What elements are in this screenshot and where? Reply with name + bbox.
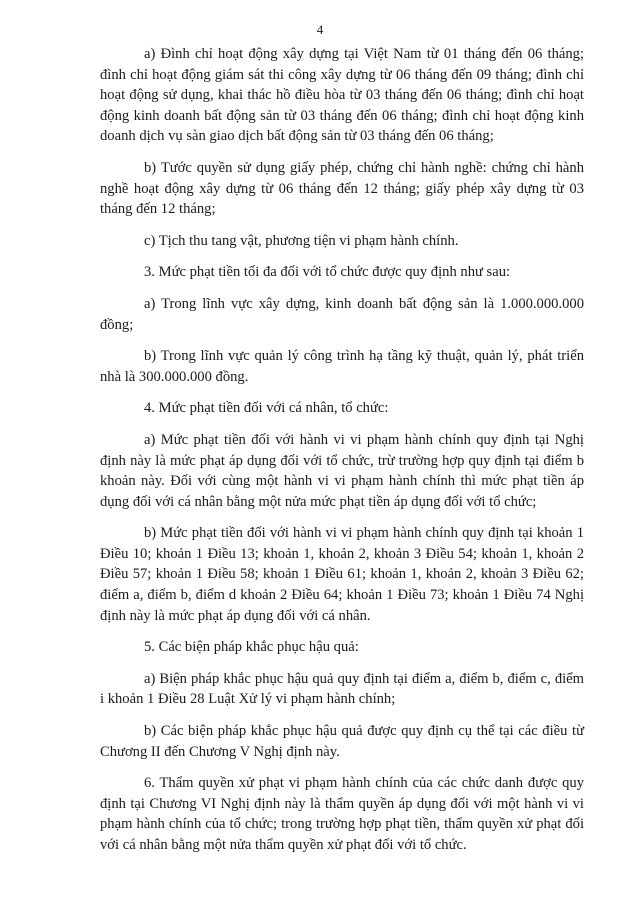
- paragraph-5b-remedial-chapters: b) Các biện pháp khắc phục hậu quả được quy định cụ thể tại các điều từ Chương II đến Chương V Nghị định này.: [100, 723, 584, 760]
- paragraph-2c-confiscation: c) Tịch thu tang vật, phương tiện vi phạm hành chính.: [144, 232, 459, 249]
- document-body: [100, 44, 584, 867]
- paragraph-4a-organization-fine: a) Mức phạt tiền đối với hành vi vi phạm hành chính quy định tại Nghị định này là mức phạt áp dụng đối với tổ chức, trừ trường hợp quy định tại điểm b khoản này. Đối với cùng một hành vi vi phạm hành chính thì mức phạt tiền áp dụng đối với cá nhân bằng một nửa mức phạt tiền áp dụng đối với tổ chức;: [100, 431, 584, 510]
- paragraph-5a-remedial-law: a) Biện pháp khắc phục hậu quả quy định tại điểm a, điểm b, điểm c, điểm i khoản 1 Điều 28 Luật Xử lý vi phạm hành chính;: [100, 670, 584, 708]
- paragraph-2b-license-revocation: b) Tước quyền sử dụng giấy phép, chứng chỉ hành nghề: chứng chỉ hành nghề hoạt động xây dựng từ 06 tháng đến 12 tháng; giấy phép xây dựng từ 03 tháng đến 12 tháng;: [100, 159, 584, 218]
- paragraph-3b-infrastructure-fine: b) Trong lĩnh vực quản lý công trình hạ tầng kỹ thuật, quản lý, phát triển nhà là 300.000.000 đồng.: [100, 348, 584, 385]
- paragraph-3-max-fine: 3. Mức phạt tiền tối đa đối với tổ chức được quy định như sau:: [144, 264, 511, 281]
- paragraph-5-remedial-measures: 5. Các biện pháp khắc phục hậu quả:: [144, 639, 359, 656]
- paragraph-2a-suspension: a) Đình chỉ hoạt động xây dựng tại Việt Nam từ 01 tháng đến 06 tháng; đình chỉ hoạt động giám sát thi công xây dựng từ 06 tháng đến 09 tháng; đình chỉ hoạt động sử dụng, khai thác hồ điều hòa từ 03 tháng đến 06 tháng; đình chỉ hoạt động kinh doanh bất động sản từ 03 tháng đến 06 tháng; đình chỉ hoạt động kinh doanh dịch vụ sàn giao dịch bất động sản từ 03 tháng đến 06 tháng;: [100, 46, 584, 145]
- paragraph-6-authority: 6. Thẩm quyền xử phạt vi phạm hành chính của các chức danh được quy định tại Chương VI Nghị định này là thẩm quyền áp dụng đối với một hành vi vi phạm hành chính của tổ chức; trong trường hợp phạt tiền, thẩm quyền xử phạt đối với cá nhân bằng một nửa thẩm quyền xử phạt đối với tổ chức.: [100, 775, 584, 853]
- page-number: 4: [316, 22, 324, 37]
- paragraph-4b-individual-fine: b) Mức phạt tiền đối với hành vi vi phạm hành chính quy định tại khoản 1 Điều 10; khoản 1 Điều 13; khoản 1, khoản 2, khoản 3 Điều 54; khoản 1, khoản 2 Điều 57; khoản 1 Điều 58; khoản 1 Điều 61; khoản 1, khoản 2, khoản 3 Điều 62; điểm a, điểm b, điểm d khoản 2 Điều 64; khoản 1 Điều 73; khoản 1 Điều 74 Nghị định này là mức phạt áp dụng đối với cá nhân.: [100, 525, 584, 624]
- paragraph-3a-construction-fine: a) Trong lĩnh vực xây dựng, kinh doanh bất động sản là 1.000.000.000 đồng;: [100, 295, 584, 333]
- paragraph-4-fine-levels: 4. Mức phạt tiền đối với cá nhân, tổ chức:: [144, 400, 389, 417]
